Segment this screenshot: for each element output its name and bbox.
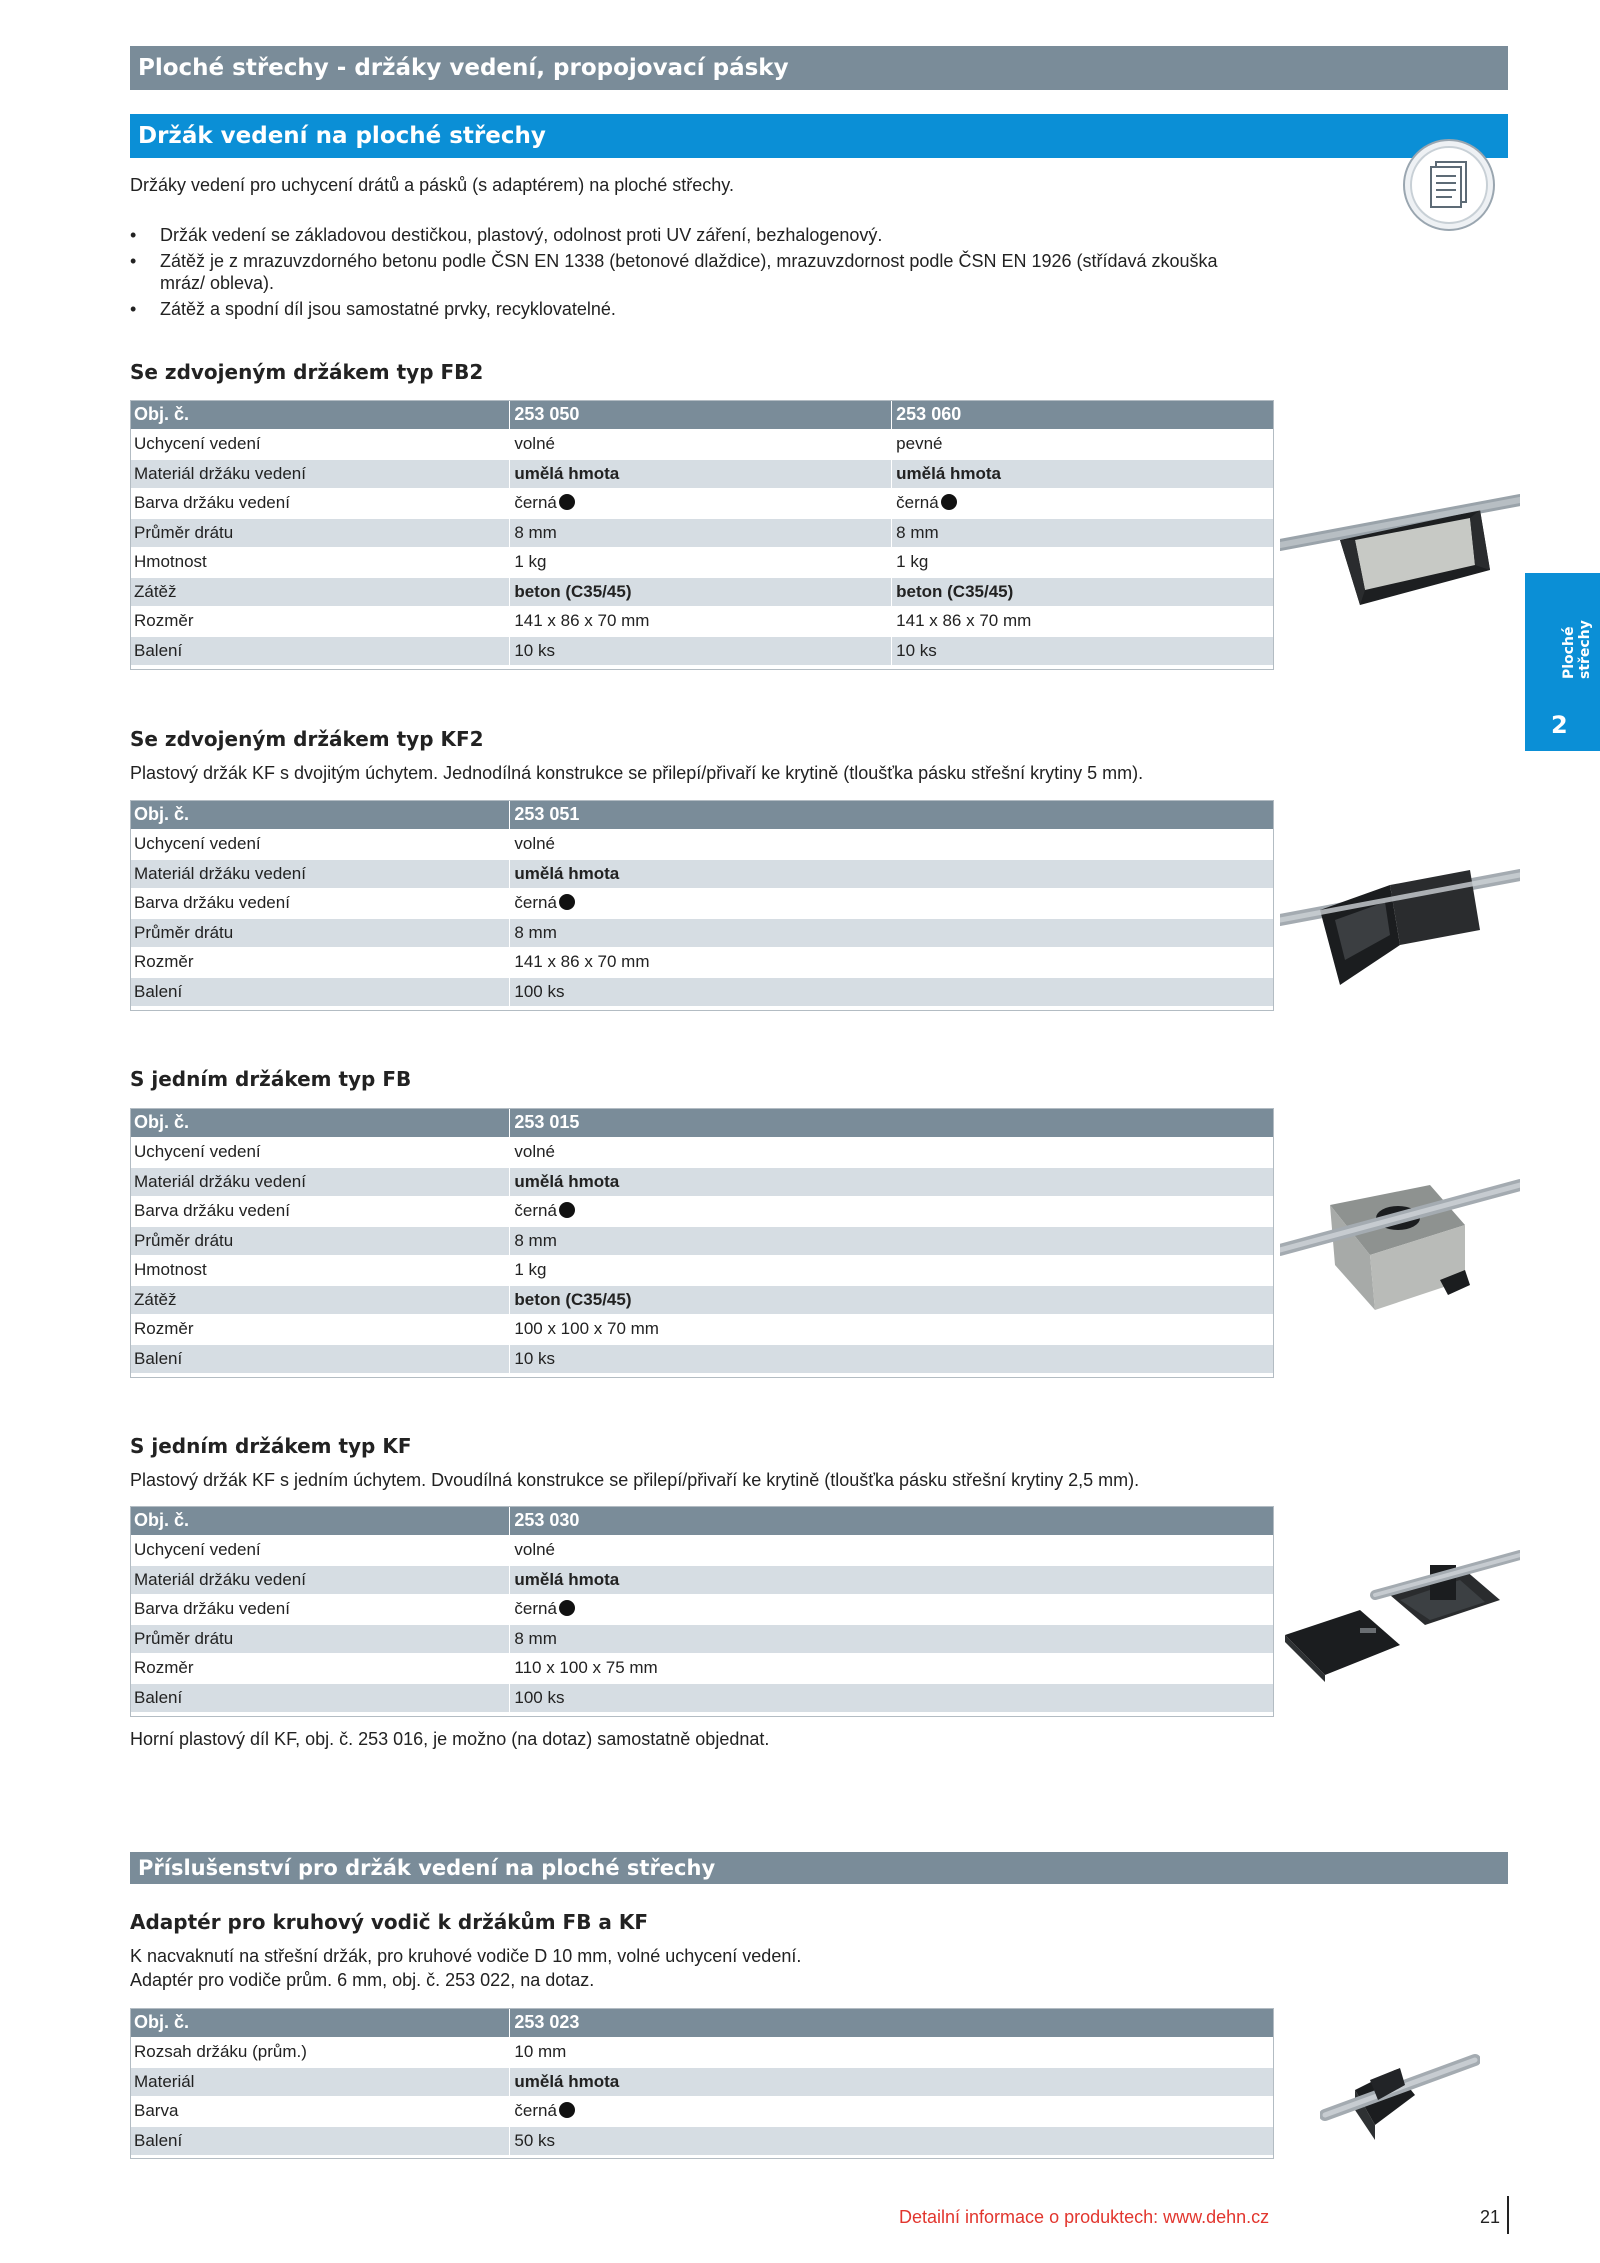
table-row <box>130 1285 1274 1315</box>
spec-table-fb <box>130 1108 1274 1374</box>
table-cell: Hmotnost <box>130 548 510 578</box>
table-cell: 10 mm <box>510 2038 1274 2068</box>
spec-table-kf2 <box>130 800 1274 1007</box>
table-cell: umělá hmota <box>510 459 892 489</box>
product-image-kf2 <box>1280 850 1520 1000</box>
feature-list <box>130 224 1310 324</box>
table-cell <box>510 889 1274 919</box>
table-row <box>130 2126 1274 2156</box>
intro-text: Držáky vedení pro uchycení drátů a pásků (s adaptérem) na ploché střechy. <box>130 175 734 195</box>
accessory-title: Adaptér pro kruhový vodič k držákům FB a KF <box>130 1910 649 1934</box>
table-cell <box>510 1197 1274 1227</box>
table-cell: Barva <box>130 2097 510 2127</box>
footer-website-link[interactable]: Detailní informace o produktech: www.dehn.cz <box>899 2207 1270 2227</box>
black-dot-icon <box>559 894 575 910</box>
table-row <box>130 1344 1274 1374</box>
color-value: černá <box>514 493 557 513</box>
product-image-adapter <box>1320 2040 1480 2150</box>
table-row <box>130 1683 1274 1713</box>
page-header-title: Ploché střechy - držáky vedení, propojovací pásky <box>138 55 789 81</box>
product-description-kf: Plastový držák KF s jedním úchytem. Dvoudílná konstrukce se přilepí/přivaří ke krytině (tloušťka pásku střešní krytiny 2,5 mm). <box>130 1470 1140 1490</box>
table-cell: Rozměr <box>130 948 510 978</box>
document-stack-icon <box>1402 138 1496 232</box>
table-cell: beton (C35/45) <box>510 1285 1274 1315</box>
table-cell <box>510 489 892 519</box>
chapter-side-tab[interactable] <box>1525 573 1600 751</box>
product-note-kf: Horní plastový díl KF, obj. č. 253 016, je možno (na dotaz) samostatně objednat. <box>130 1729 770 1749</box>
table-header-cell: 253 023 <box>510 2008 1274 2038</box>
table-cell: 100 ks <box>510 1683 1274 1713</box>
table-row <box>130 1565 1274 1595</box>
table-cell: 10 ks <box>510 636 892 666</box>
table-cell: Materiál <box>130 2067 510 2097</box>
table-cell: Uchycení vedení <box>130 830 510 860</box>
color-value: černá <box>514 893 557 913</box>
table-cell: 100 ks <box>510 977 1274 1007</box>
black-dot-icon <box>559 494 575 510</box>
table-header-cell: Obj. č. <box>130 400 510 430</box>
table-header-cell: Obj. č. <box>130 800 510 830</box>
table-cell: umělá hmota <box>510 1565 1274 1595</box>
black-dot-icon <box>559 1202 575 1218</box>
side-tab-label: Ploché střechy <box>1561 620 1593 679</box>
table-row <box>130 2038 1274 2068</box>
table-cell: volné <box>510 1536 1274 1566</box>
table-row <box>130 859 1274 889</box>
table-cell: 10 ks <box>510 1344 1274 1374</box>
accessories-bar <box>130 1852 1508 1884</box>
table-cell: 1 kg <box>510 1256 1274 1286</box>
table-cell: Rozměr <box>130 607 510 637</box>
list-item: • Zátěž je z mrazuvzdorného betonu podle ČSN EN 1338 (betonové dlaždice), mrazuvzdornost podle ČSN EN 1926 (střídavá zkouška mráz/ obleva). <box>130 250 1260 294</box>
table-cell: 50 ks <box>510 2126 1274 2156</box>
page-number: 21 <box>1480 2207 1501 2227</box>
product-image-fb <box>1280 1160 1520 1330</box>
product-title-fb2: Se zdvojeným držákem typ FB2 <box>130 360 484 384</box>
table-cell: 141 x 86 x 70 mm <box>892 607 1274 637</box>
product-image-kf <box>1280 1540 1520 1700</box>
table-cell: 110 x 100 x 75 mm <box>510 1654 1274 1684</box>
table-row <box>130 1256 1274 1286</box>
table-cell: beton (C35/45) <box>510 577 892 607</box>
table-header-cell: 253 015 <box>510 1108 1274 1138</box>
table-row <box>130 430 1274 460</box>
accessory-description-line: Adaptér pro vodiče prům. 6 mm, obj. č. 253 022, na dotaz. <box>130 1970 595 1990</box>
table-row <box>130 607 1274 637</box>
table-cell: Uchycení vedení <box>130 430 510 460</box>
product-description-kf2: Plastový držák KF s dvojitým úchytem. Jednodílná konstrukce se přilepí/přivaří ke krytině (tloušťka pásku střešní krytiny 5 mm). <box>130 763 1144 783</box>
table-cell: 8 mm <box>510 518 892 548</box>
table-row <box>130 1624 1274 1654</box>
list-item: • Držák vedení se základovou destičkou, plastový, odolnost proti UV záření, bezhalogenový. <box>130 224 1310 246</box>
product-image-fb2 <box>1280 470 1520 630</box>
table-row <box>130 1595 1274 1625</box>
table-header-cell: 253 051 <box>510 800 1274 830</box>
table-cell: Materiál držáku vedení <box>130 1565 510 1595</box>
table-header-cell: Obj. č. <box>130 1506 510 1536</box>
table-row <box>130 918 1274 948</box>
table-row <box>130 518 1274 548</box>
table-row <box>130 948 1274 978</box>
table-cell: Barva držáku vedení <box>130 1595 510 1625</box>
table-row <box>130 1138 1274 1168</box>
table-row <box>130 977 1274 1007</box>
table-row <box>130 1167 1274 1197</box>
table-header-cell: Obj. č. <box>130 2008 510 2038</box>
table-row <box>130 2067 1274 2097</box>
table-cell: 100 x 100 x 70 mm <box>510 1315 1274 1345</box>
spec-table-kf <box>130 1506 1274 1713</box>
table-row <box>130 1315 1274 1345</box>
accessory-description-line: K nacvaknutí na střešní držák, pro kruhové vodiče D 10 mm, volné uchycení vedení. <box>130 1946 802 1966</box>
table-cell: pevné <box>892 430 1274 460</box>
spec-table-fb2 <box>130 400 1274 666</box>
table-cell: umělá hmota <box>510 859 1274 889</box>
product-title-kf: S jedním držákem typ KF <box>130 1434 412 1458</box>
table-cell: 8 mm <box>510 1624 1274 1654</box>
table-cell: 141 x 86 x 70 mm <box>510 607 892 637</box>
table-cell: Hmotnost <box>130 1256 510 1286</box>
table-cell: Balení <box>130 1344 510 1374</box>
product-title-kf2: Se zdvojeným držákem typ KF2 <box>130 727 484 751</box>
table-cell: 141 x 86 x 70 mm <box>510 948 1274 978</box>
table-cell: Zátěž <box>130 577 510 607</box>
color-value: černá <box>514 1599 557 1619</box>
table-cell: Uchycení vedení <box>130 1138 510 1168</box>
table-cell: 8 mm <box>510 918 1274 948</box>
table-row <box>130 636 1274 666</box>
table-cell: beton (C35/45) <box>892 577 1274 607</box>
table-row <box>130 1536 1274 1566</box>
table-cell: umělá hmota <box>892 459 1274 489</box>
table-cell: Materiál držáku vedení <box>130 1167 510 1197</box>
table-cell: Barva držáku vedení <box>130 489 510 519</box>
table-cell: Rozměr <box>130 1315 510 1345</box>
side-tab-number: 2 <box>1551 711 1568 739</box>
table-cell: 8 mm <box>892 518 1274 548</box>
table-row <box>130 889 1274 919</box>
table-row <box>130 2097 1274 2127</box>
table-cell: volné <box>510 1138 1274 1168</box>
table-cell: 1 kg <box>510 548 892 578</box>
table-row <box>130 1226 1274 1256</box>
table-header-cell: 253 050 <box>510 400 892 430</box>
table-cell: Průměr drátu <box>130 1226 510 1256</box>
section-header-bar <box>130 114 1508 158</box>
table-cell <box>892 489 1274 519</box>
table-row <box>130 489 1274 519</box>
table-row <box>130 548 1274 578</box>
table-cell: Barva držáku vedení <box>130 1197 510 1227</box>
color-value: černá <box>514 1201 557 1221</box>
table-cell: Balení <box>130 1683 510 1713</box>
table-row <box>130 830 1274 860</box>
black-dot-icon <box>559 2102 575 2118</box>
table-cell: umělá hmota <box>510 1167 1274 1197</box>
list-item: • Zátěž a spodní díl jsou samostatné prvky, recyklovatelné. <box>130 298 1310 320</box>
table-cell: Průměr drátu <box>130 1624 510 1654</box>
table-row <box>130 1197 1274 1227</box>
table-row <box>130 577 1274 607</box>
table-cell: 8 mm <box>510 1226 1274 1256</box>
table-cell <box>510 2097 1274 2127</box>
table-cell: Materiál držáku vedení <box>130 459 510 489</box>
page-number-rule <box>1507 2196 1509 2234</box>
table-cell: Materiál držáku vedení <box>130 859 510 889</box>
table-cell: Barva držáku vedení <box>130 889 510 919</box>
table-cell: volné <box>510 430 892 460</box>
table-cell: Balení <box>130 977 510 1007</box>
table-cell: Zátěž <box>130 1285 510 1315</box>
spec-table-adapter <box>130 2008 1274 2156</box>
black-dot-icon <box>941 494 957 510</box>
table-header-cell: 253 060 <box>892 400 1274 430</box>
table-header-cell: Obj. č. <box>130 1108 510 1138</box>
table-cell: Balení <box>130 636 510 666</box>
table-cell: umělá hmota <box>510 2067 1274 2097</box>
table-cell: Uchycení vedení <box>130 1536 510 1566</box>
table-cell: Rozsah držáku (prům.) <box>130 2038 510 2068</box>
table-cell: Průměr drátu <box>130 518 510 548</box>
section-title: Držák vedení na ploché střechy <box>138 123 546 149</box>
table-cell: Rozměr <box>130 1654 510 1684</box>
table-cell: Průměr drátu <box>130 918 510 948</box>
black-dot-icon <box>559 1600 575 1616</box>
color-value: černá <box>514 2101 557 2121</box>
table-cell: Balení <box>130 2126 510 2156</box>
table-cell: volné <box>510 830 1274 860</box>
product-title-fb: S jedním držákem typ FB <box>130 1067 412 1091</box>
page-header-bar <box>130 46 1508 90</box>
table-cell: 1 kg <box>892 548 1274 578</box>
accessories-bar-title: Příslušenství pro držák vedení na ploché střechy <box>138 1856 716 1880</box>
table-cell <box>510 1595 1274 1625</box>
table-cell: 10 ks <box>892 636 1274 666</box>
table-row <box>130 1654 1274 1684</box>
table-header-cell: 253 030 <box>510 1506 1274 1536</box>
table-row <box>130 459 1274 489</box>
color-value: černá <box>896 493 939 513</box>
